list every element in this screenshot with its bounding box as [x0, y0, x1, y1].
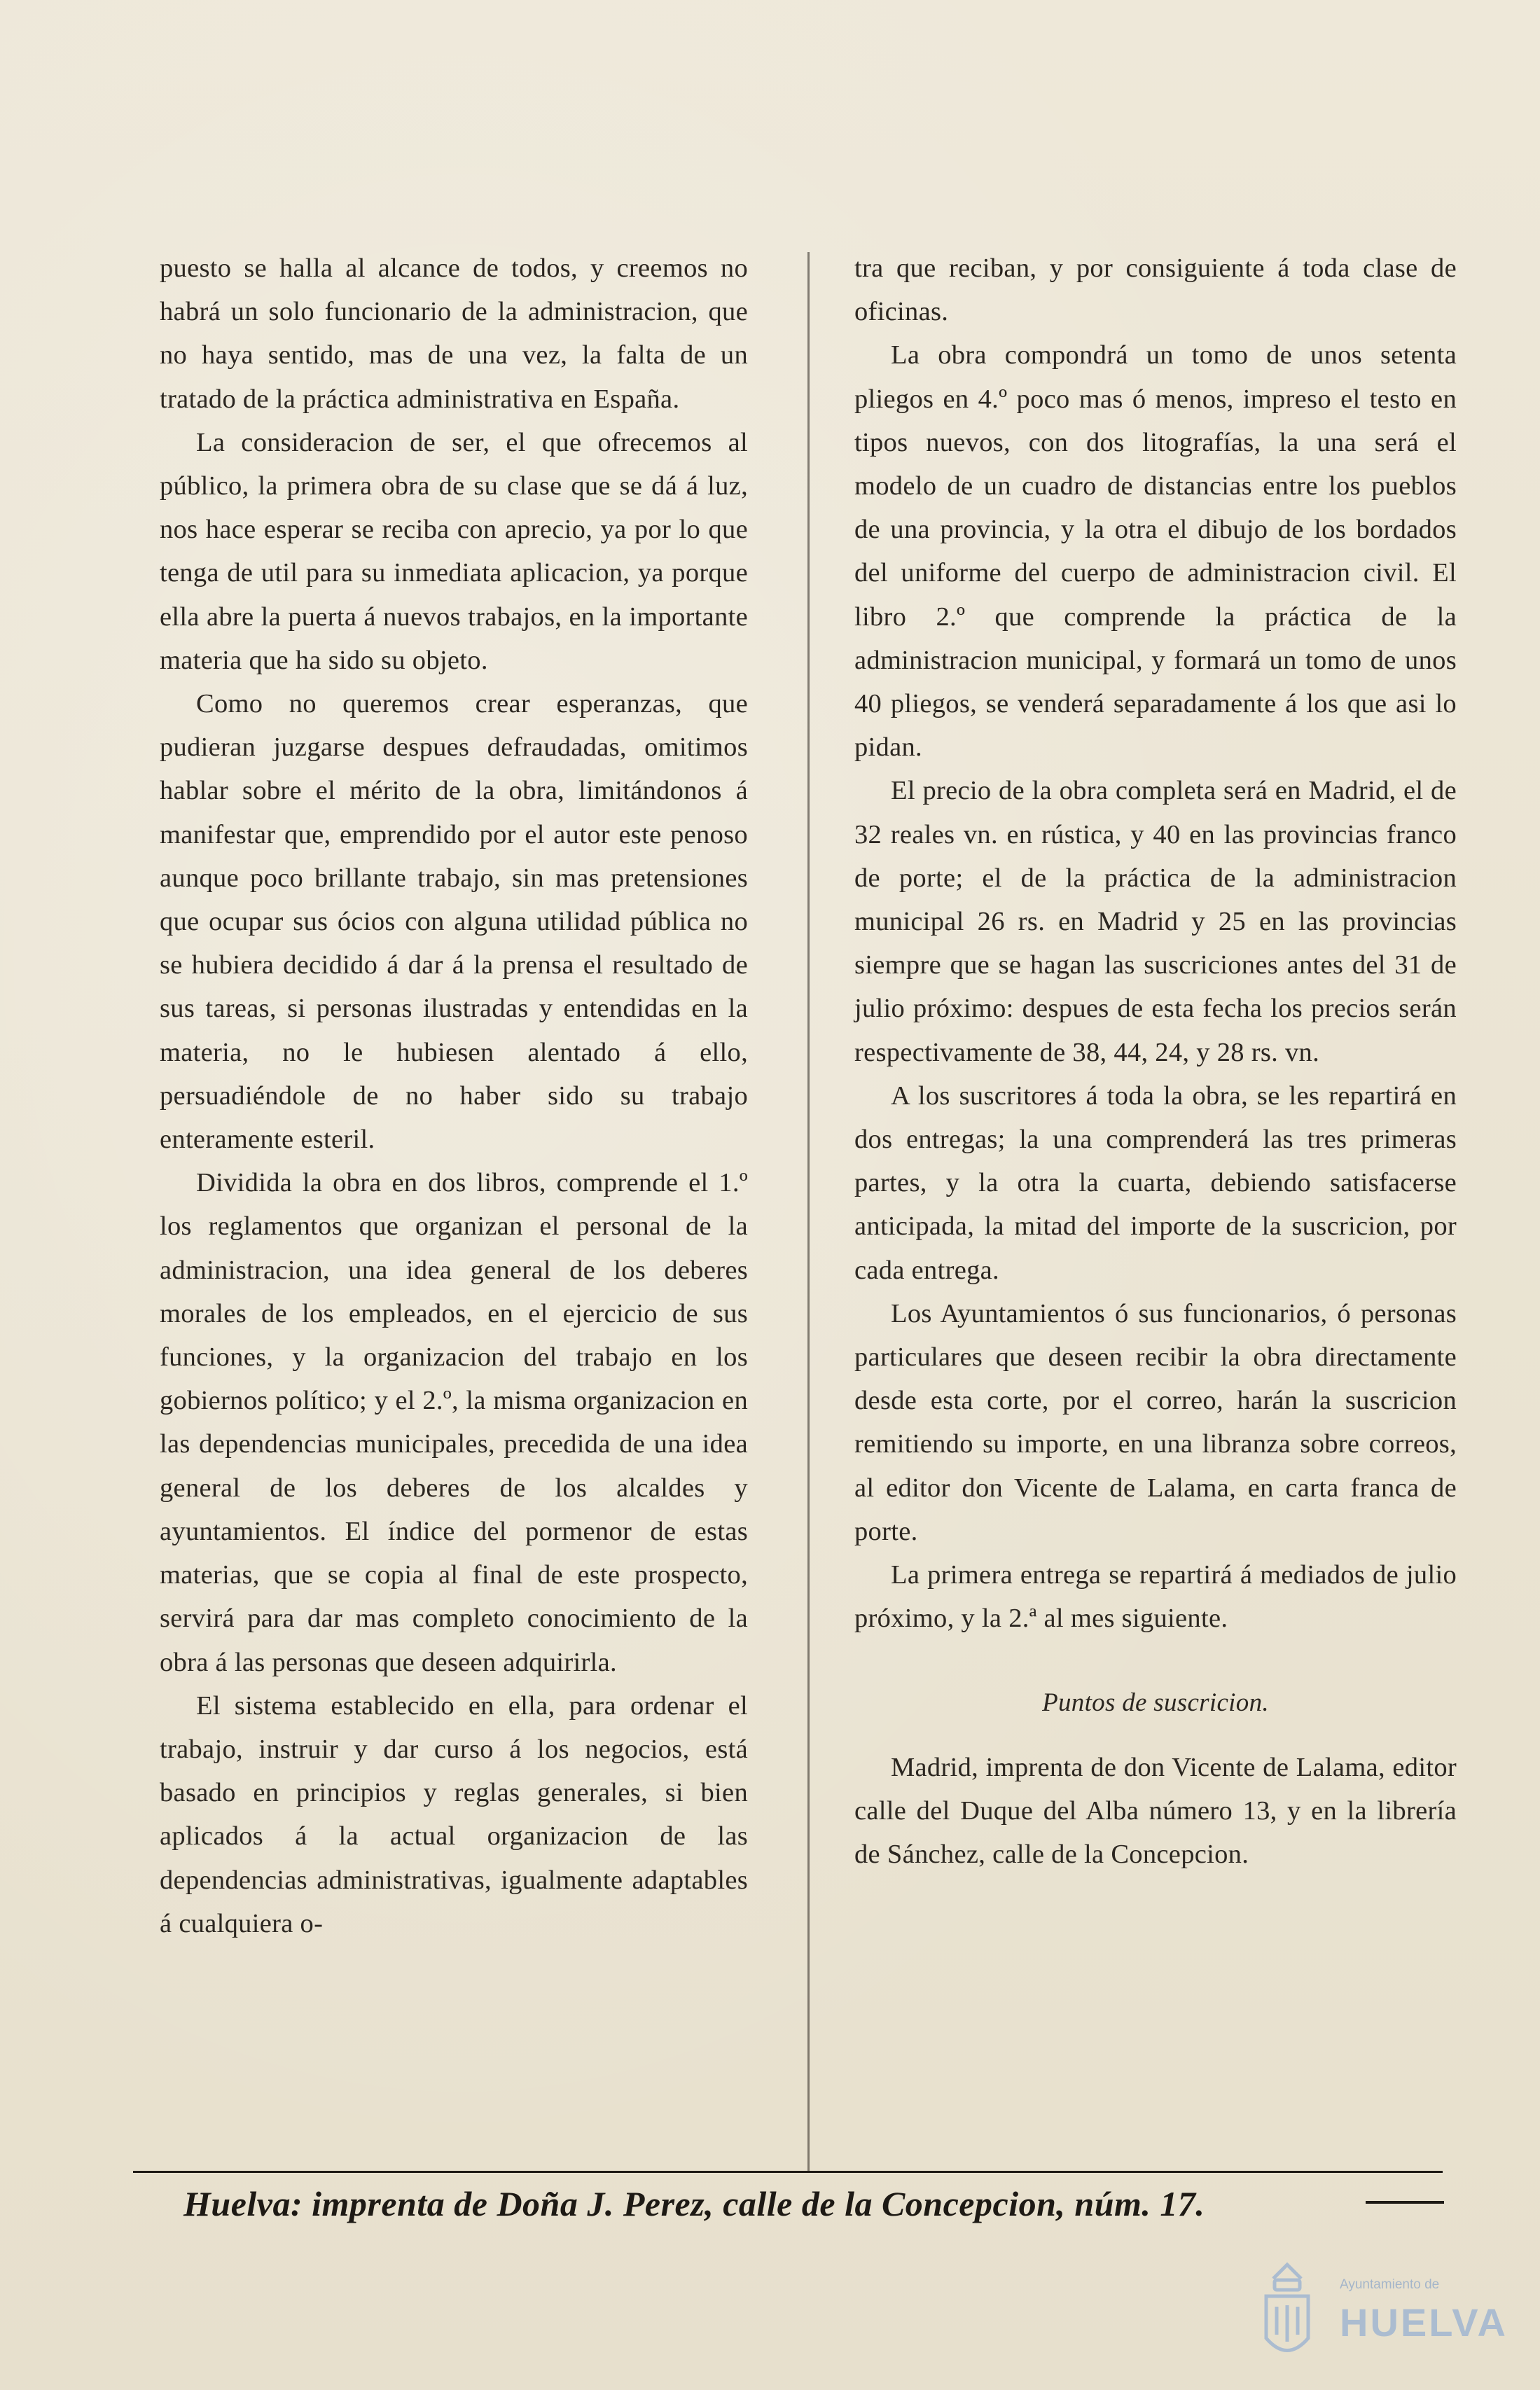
crest-icon	[1245, 2258, 1329, 2370]
paragraph: Dividida la obra en dos libros, comprende el 1.º los reglamentos que organizan el personal de la administracion, una idea general de los deberes morales de los empleados, en el ejercicio de sus funciones, y la organizacion del trabajo en los gobiernos político; y el 2.º, la misma organizacion en las dependencias municipales, precedida de una idea general de los deberes de los alcaldes y ayuntamientos. El índice del pormenor de estas materias, que se copia al final de este prospecto, servirá para dar mas completo conocimiento de la obra á las personas que deseen adquirirla.	[160, 1168, 748, 1677]
paragraph: El precio de la obra completa será en Madrid, el de 32 reales vn. en rústica, y 40 en las provincias franco de porte; el de la práctica de la administracion municipal 26 rs. en Madrid y 25 en las provincias siempre que se hagan las suscriciones antes del 31 de julio próximo: despues de esta fecha los precios serán respectivamente de 38, 44, 24, y 28 rs. vn.	[854, 776, 1457, 1067]
paragraph: La primera entrega se repartirá á mediados de julio próximo, y la 2.ª al mes siguiente.	[854, 1560, 1457, 1634]
column-divider	[807, 252, 810, 2171]
left-column	[160, 246, 748, 1945]
paragraph: puesto se halla al alcance de todos, y creemos no habrá un solo funcionario de la administracion, que no haya sentido, mas de una vez, la falta de un tratado de la práctica administrativa en España.	[160, 253, 748, 414]
paragraph: Madrid, imprenta de don Vicente de Lalama, editor calle del Duque del Alba número 13, y en la librería de Sánchez, calle de la Concepcion.	[854, 1752, 1457, 1870]
watermark-logo	[1245, 2258, 1508, 2373]
footer-rule	[133, 2171, 1443, 2173]
paragraph: tra que reciban, y por consiguiente á toda clase de oficinas.	[854, 253, 1457, 327]
paragraph: La obra compondrá un tomo de unos setenta pliegos en 4.º poco mas ó menos, impreso el testo en tipos nuevos, con dos litografías, la una será el modelo de un cuadro de distancias entre los pueblos de una provincia, y la otra el dibujo de los bordados del uniforme del cuerpo de administracion civil. El libro 2.º que comprende la práctica de la administracion municipal, y formará un tomo de unos 40 pliegos, se venderá separadamente á los que asi lo pidan.	[854, 340, 1457, 763]
paragraph: El sistema establecido en ella, para ordenar el trabajo, instruir y dar curso á los negocios, está basado en principios y reglas generales, si bien aplicados á la actual organizacion de las dependencias administrativas, igualmente adaptables á cualquiera o-	[160, 1690, 748, 1938]
paragraph: La consideracion de ser, el que ofrecemos al público, la primera obra de su clase que se dá á luz, nos hace esperar se reciba con aprecio, ya por lo que tenga de util para su inmediata aplicacion, ya porque ella abre la puerta á nuevos trabajos, en la importante materia que ha sido su objeto.	[160, 427, 748, 675]
right-column	[854, 246, 1457, 1876]
section-heading: Puntos de suscricion.	[1042, 1688, 1269, 1717]
paragraph: A los suscritores á toda la obra, se les repartirá en dos entregas; la una comprenderá las tres primeras partes, y la otra la cuarta, debiendo satisfacerse anticipada, la mitad del importe de la suscricion, por cada entrega.	[854, 1081, 1457, 1285]
paragraph: Como no queremos crear esperanzas, que pudieran juzgarse despues defraudadas, omitimos hablar sobre el mérito de la obra, limitándonos á manifestar que, emprendido por el autor este penoso aunque poco brillante trabajo, sin mas pretensiones que ocupar sus ócios con alguna utilidad pública no se hubiera decidido á dar á la prensa el resultado de sus tareas, si personas ilustradas y entendidas en la materia, no le hubiesen alentado á ello, persuadiéndole de no haber sido su trabajo enteramente esteril.	[160, 689, 748, 1155]
paragraph: Los Ayuntamientos ó sus funcionarios, ó personas particulares que deseen recibir la obra directamente desde esta corte, por el correo, harán la suscricion remitiendo su importe, en una libranza sobre correos, al editor don Vicente de Lalama, en carta franca de porte.	[854, 1298, 1457, 1546]
footer-rule-end	[1366, 2201, 1444, 2204]
watermark-word: HUELVA	[1340, 2300, 1508, 2344]
imprint-footer: Huelva: imprenta de Doña J. Perez, calle de la Concepcion, núm. 17.	[183, 2184, 1205, 2223]
watermark-caption: Ayuntamiento de	[1340, 2277, 1440, 2292]
